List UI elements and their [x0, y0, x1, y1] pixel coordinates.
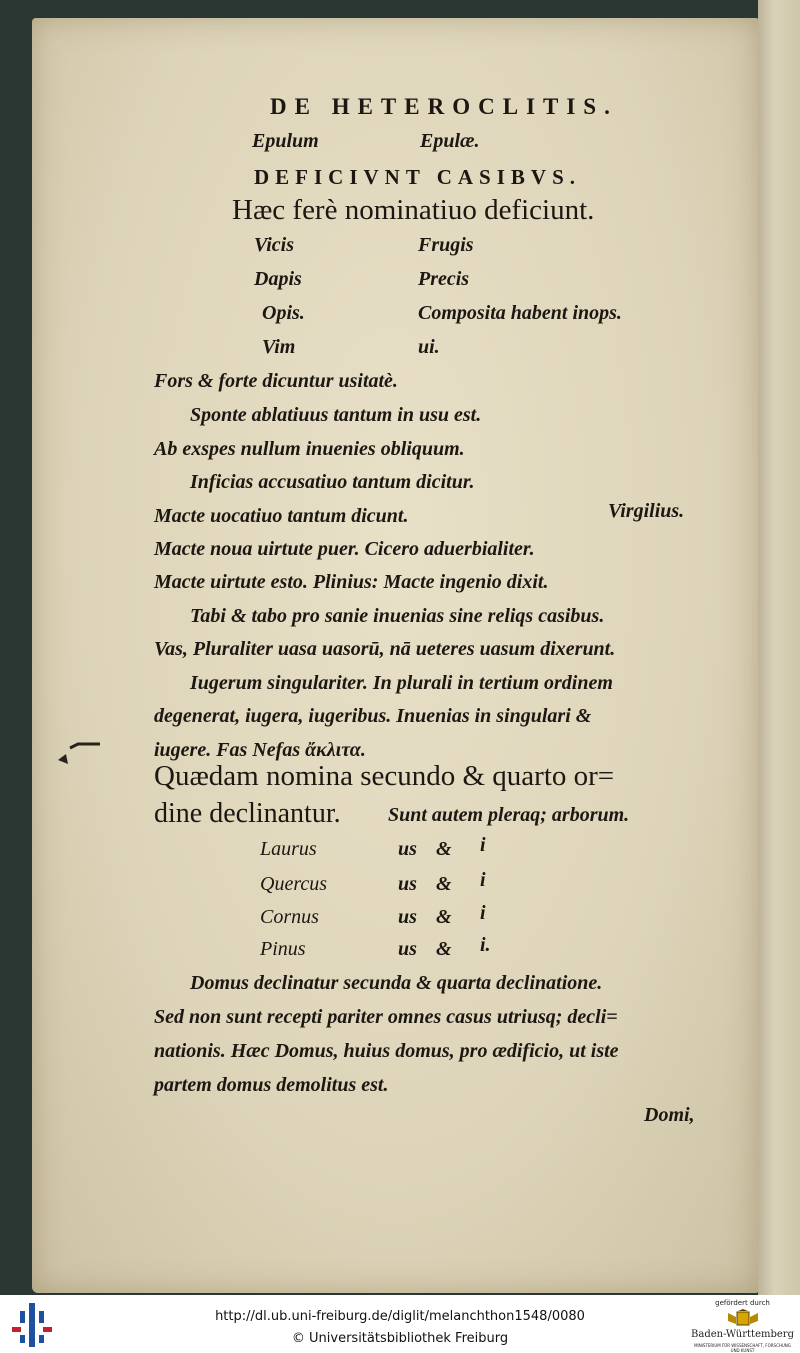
table2-and: &	[436, 838, 452, 860]
sponsor-logo	[690, 1299, 795, 1351]
sponsor-name: Baden-Württemberg	[691, 1329, 794, 1340]
text-line: Sunt autem pleraq; arborum.	[388, 804, 630, 826]
table2-word: Pinus	[260, 938, 306, 960]
table2-ending: i.	[480, 934, 491, 956]
table2-word: Laurus	[260, 838, 317, 860]
adjacent-page-edge	[758, 0, 800, 1295]
table2-ending: us	[398, 906, 417, 928]
copyright-notice: © Universitätsbibliothek Freiburg	[291, 1331, 509, 1346]
text-line: Macte noua uirtute puer. Cicero aduerbialiter.	[154, 538, 535, 560]
text-line: Fors & forte dicuntur usitatè.	[154, 370, 398, 392]
text-line: iugere. Fas Nefas ἄκλιτα.	[154, 739, 366, 761]
table2-ending: us	[398, 938, 417, 960]
table2-and: &	[436, 906, 452, 928]
table1-right: Composita habent inops.	[418, 302, 622, 324]
table1-left: Vim	[262, 336, 296, 358]
rubric-secundo-quarto: Quædam nomina secundo & quarto or=	[154, 760, 615, 792]
text-line: degenerat, iugera, iugeribus. Inuenias in singulari &	[154, 705, 592, 727]
table2-ending: us	[398, 873, 417, 895]
epulum-right: Epulæ.	[420, 130, 480, 152]
text-line: partem domus demolitus est.	[154, 1074, 389, 1096]
table2-ending: i	[480, 869, 486, 891]
table2-word: Cornus	[260, 906, 319, 928]
table1-right: Precis	[418, 268, 470, 290]
text-line: Domus declinatur secunda & quarta declinatione.	[190, 972, 603, 994]
table2-and: &	[436, 938, 452, 960]
coat-of-arms-icon	[726, 1309, 760, 1327]
text-line: Vas, Pluraliter uasa uasorū, nā ueteres uasum dixerunt.	[154, 638, 616, 660]
table2-ending: i	[480, 902, 486, 924]
permalink-url[interactable]: http://dl.ub.uni-freiburg.de/diglit/melanchthon1548/0080	[215, 1309, 585, 1324]
marginal-hand-mark	[54, 726, 106, 766]
page-heading: DE HETEROCLITIS.	[270, 94, 618, 119]
sponsor-caption: gefördert durch	[715, 1299, 770, 1307]
text-line: Tabi & tabo pro sanie inuenias sine reliqs casibus.	[190, 605, 605, 627]
text-line: Inficias accusatiuo tantum dicitur.	[190, 471, 475, 493]
table1-left: Vicis	[254, 234, 295, 256]
viewer-footer	[0, 1295, 800, 1353]
sponsor-subtitle: MINISTERIUM FÜR WISSENSCHAFT, FORSCHUNG UND KUNST	[694, 1343, 791, 1353]
text-line: nationis. Hæc Domus, huius domus, pro ædificio, ut iste	[154, 1040, 619, 1062]
text-line: Sed non sunt recepti pariter omnes casus utriusq; decli=	[154, 1006, 618, 1028]
table2-word: Quercus	[260, 873, 328, 895]
table2-ending: us	[398, 838, 417, 860]
table1-left: Dapis	[254, 268, 302, 290]
epulum-left: Epulum	[252, 130, 319, 152]
text-line-citation: Virgilius.	[608, 500, 685, 522]
rubric-nominatiuo: Hæc ferè nominatiuo deficiunt.	[232, 194, 595, 226]
text-line: Sponte ablatiuus tantum in usu est.	[190, 404, 482, 426]
text-line: Macte uocatiuo tantum dicunt.	[154, 505, 409, 527]
table2-ending: i	[480, 834, 486, 856]
text-line: Iugerum singulariter. In plurali in tertium ordinem	[190, 672, 613, 694]
book-page	[32, 18, 758, 1293]
text-line: Ab exspes nullum inuenies obliquum.	[154, 438, 465, 460]
rubric-declinantur: dine declinantur.	[154, 798, 341, 829]
table1-right: Frugis	[418, 234, 474, 256]
text-line: Macte uirtute esto. Plinius: Macte ingenio dixit.	[154, 571, 549, 593]
catchword: Domi,	[644, 1104, 695, 1126]
table2-and: &	[436, 873, 452, 895]
table1-left: Opis.	[262, 302, 305, 324]
table1-right: ui.	[418, 336, 440, 358]
subheading: DEFICIVNT CASIBVS.	[254, 165, 582, 189]
